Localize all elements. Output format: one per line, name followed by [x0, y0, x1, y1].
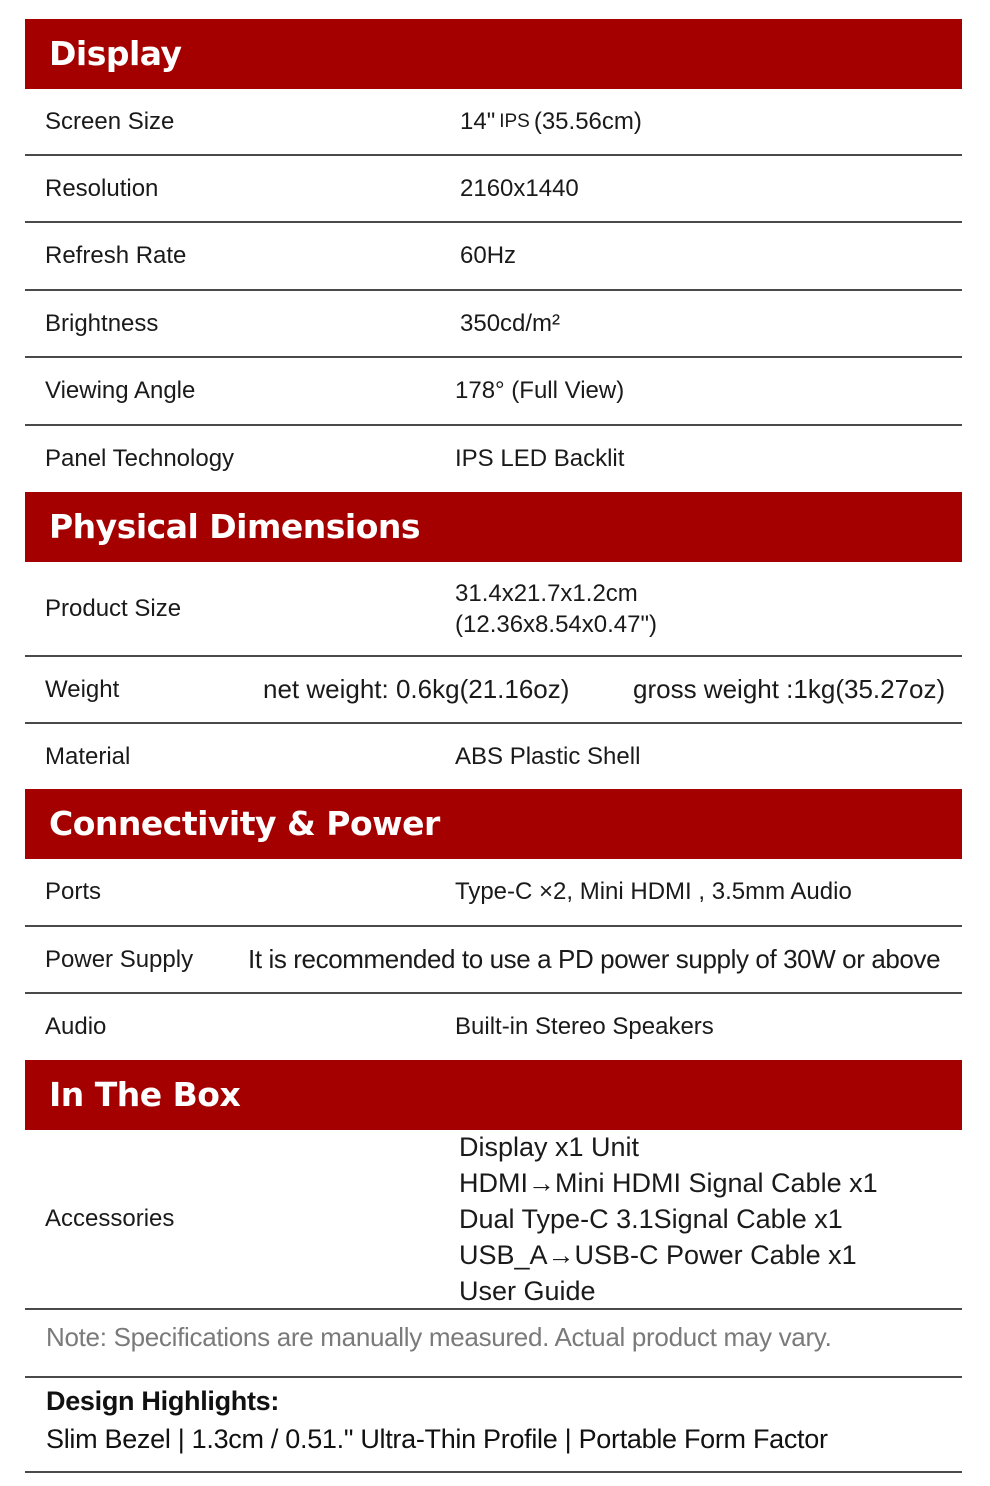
spec-row-accessories [25, 1130, 962, 1310]
spec-value: IPS LED Backlit [455, 445, 625, 472]
spec-label: Brightness [45, 309, 159, 337]
section-title: Connectivity & Power [49, 804, 440, 843]
spec-row-refresh-rate [25, 223, 962, 291]
spec-value-line: (12.36x8.54x0.47") [455, 610, 657, 638]
spec-label: Viewing Angle [45, 377, 196, 404]
spec-row-brightness [25, 291, 962, 358]
spec-label: Resolution [45, 174, 159, 202]
spec-value [455, 562, 657, 655]
spec-value: 2160x1440 [460, 174, 579, 202]
spec-label: Ports [45, 878, 102, 905]
list-item: Display x1 Unit [459, 1132, 640, 1162]
section-header-display [25, 19, 962, 89]
spec-value-small: IPS [499, 110, 530, 132]
spec-label: Power Supply [45, 945, 194, 973]
accessories-list [459, 1130, 878, 1308]
spec-label: Accessories [45, 1205, 175, 1232]
spec-row-viewing-angle [25, 358, 962, 426]
list-item: USB_A→USB-C Power Cable x1 [459, 1240, 857, 1270]
spec-value: 178° (Full View) [455, 377, 625, 404]
spec-row-panel-technology [25, 426, 962, 492]
spec-value: Type-C ×2, Mini HDMI , 3.5mm Audio [455, 878, 852, 905]
spec-label: Audio [45, 1013, 107, 1040]
spec-row-weight [25, 657, 962, 724]
spec-value: ABS Plastic Shell [455, 742, 641, 770]
spec-label: Weight [45, 675, 120, 703]
spec-value-rest: (35.56cm) [533, 107, 642, 135]
list-item: Dual Type-C 3.1Signal Cable x1 [459, 1204, 843, 1234]
list-item: User Guide [459, 1276, 596, 1306]
spec-label: Material [45, 742, 131, 770]
spec-label: Product Size [45, 594, 182, 622]
divider [25, 1376, 962, 1378]
spec-value [460, 89, 642, 154]
spec-label: Refresh Rate [45, 242, 187, 269]
section-header-physical-dimensions [25, 492, 962, 562]
spec-value-gross-weight: gross weight :1kg(35.27oz) [633, 674, 946, 704]
spec-row-product-size [25, 562, 962, 657]
divider [25, 1471, 962, 1473]
section-title: In The Box [49, 1075, 241, 1114]
spec-value-net-weight: net weight: 0.6kg(21.16oz) [263, 674, 570, 704]
spec-value-line: 31.4x21.7x1.2cm [455, 579, 638, 607]
section-header-in-the-box [25, 1060, 962, 1130]
section-title: Physical Dimensions [49, 507, 420, 546]
spec-row-audio [25, 994, 962, 1060]
spec-row-power-supply [25, 927, 962, 994]
spec-value: Built-in Stereo Speakers [455, 1013, 714, 1040]
spec-row-ports [25, 859, 962, 927]
spec-value-main: 14" [460, 107, 496, 135]
section-title: Display [49, 34, 182, 73]
spec-value: 60Hz [460, 242, 517, 269]
highlights-text: Slim Bezel | 1.3cm / 0.51." Ultra-Thin Profile | Portable Form Factor [46, 1424, 828, 1454]
spec-row-resolution [25, 156, 962, 223]
spec-row-screen-size [25, 89, 962, 156]
spec-row-material [25, 724, 962, 789]
section-header-connectivity-power [25, 789, 962, 859]
spec-label: Screen Size [45, 107, 175, 135]
spec-value: It is recommended to use a PD power supply of 30W or above [248, 944, 941, 974]
spec-label: Panel Technology [45, 445, 235, 472]
spec-value: 350cd/m² [460, 309, 561, 337]
measurement-note: Note: Specifications are manually measured. Actual product may vary. [46, 1322, 832, 1352]
list-item: HDMI→Mini HDMI Signal Cable x1 [459, 1168, 878, 1198]
highlights-title: Design Highlights: [46, 1386, 280, 1416]
